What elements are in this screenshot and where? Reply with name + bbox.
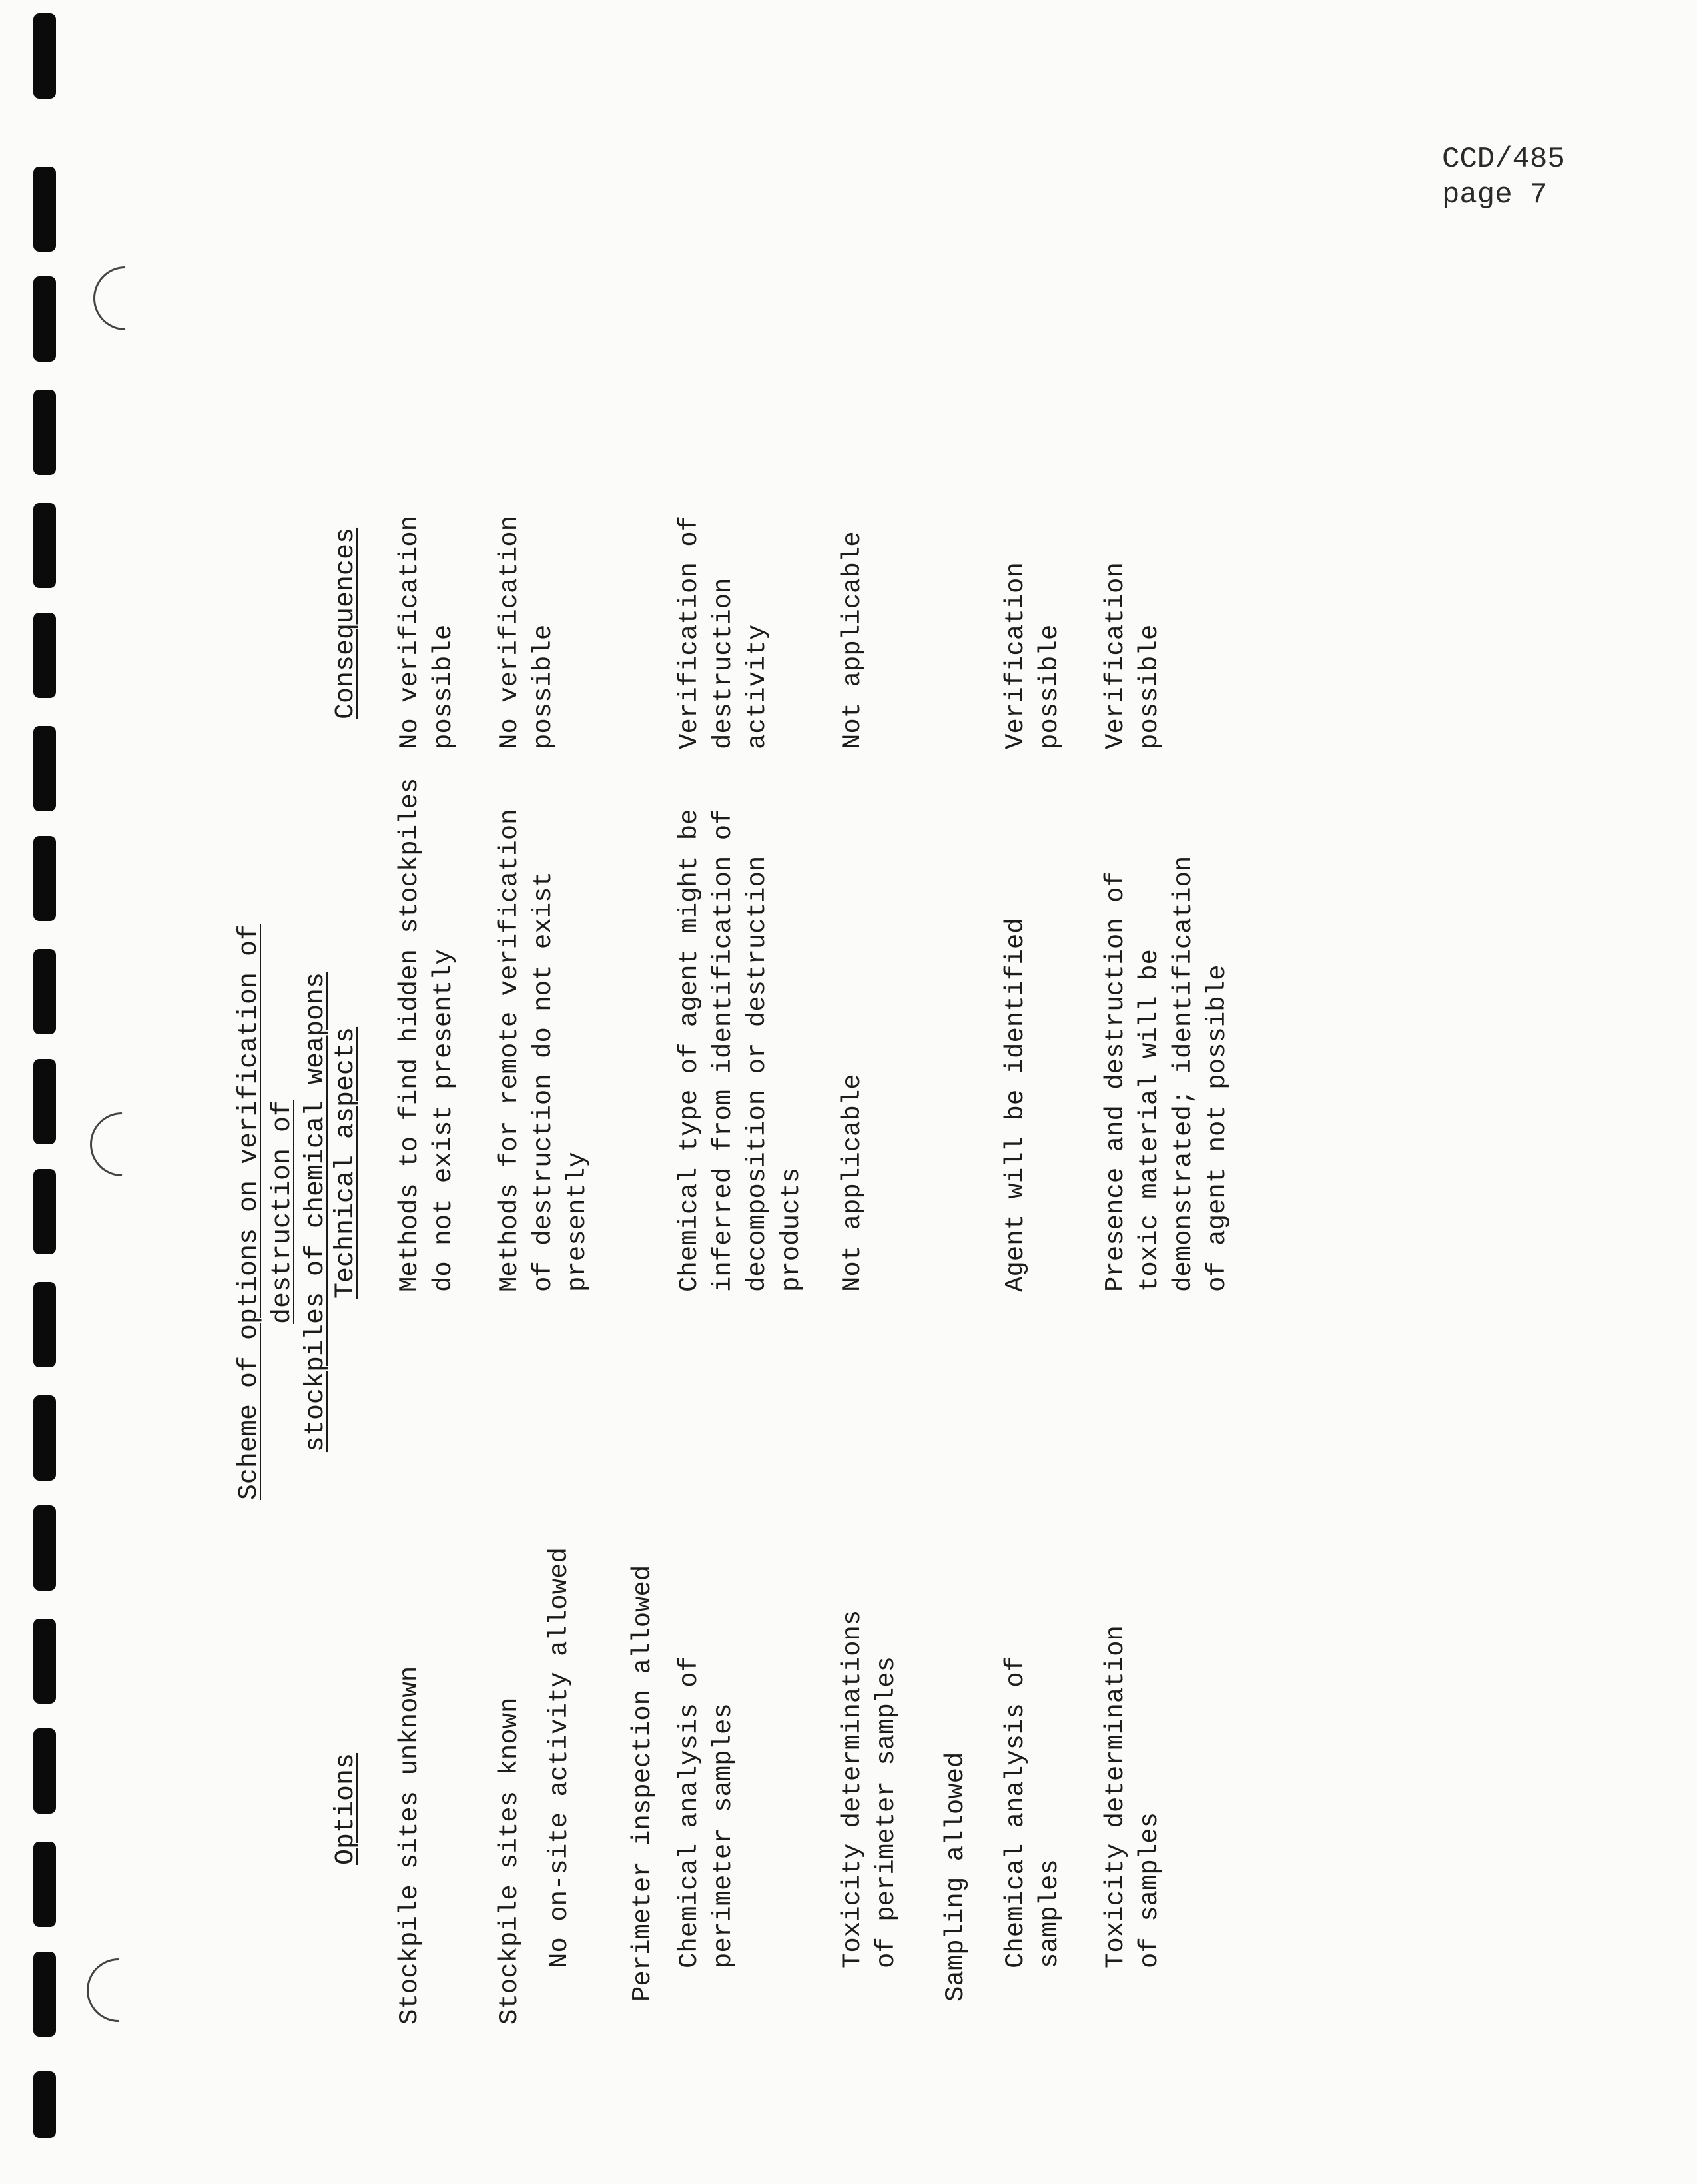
consequence-cell: Verification possible xyxy=(1001,562,1064,749)
technical-cell: Methods for remote verification of destruction do not exist presently xyxy=(495,809,592,1292)
option-cell: Toxicity determinations of perimeter samples xyxy=(838,1609,901,1968)
binder-hole xyxy=(33,13,56,99)
option-cell: No on-site activity allowed xyxy=(545,1547,574,1968)
column-header-options: Options xyxy=(331,1752,361,1865)
option-cell: Toxicity determination of samples xyxy=(1101,1625,1164,1968)
binder-hole xyxy=(33,1619,56,1704)
binder-hole xyxy=(33,390,56,475)
binder-hole xyxy=(33,1505,56,1591)
option-cell: Stockpile sites unknown xyxy=(395,1666,424,2025)
technical-cell: Not applicable xyxy=(838,1074,867,1292)
option-cell: Sampling allowed xyxy=(941,1752,970,2002)
binder-hole xyxy=(33,1282,56,1367)
binder-hole xyxy=(33,1952,56,2037)
binder-hole xyxy=(33,503,56,588)
binder-hole xyxy=(33,167,56,252)
binder-ring-mark xyxy=(73,1945,164,2035)
binder-hole xyxy=(33,1059,56,1144)
binder-ring-mark xyxy=(77,1099,167,1190)
binder-hole xyxy=(33,276,56,362)
option-cell: Chemical analysis of perimeter samples xyxy=(675,1656,738,1968)
column-header-technical-aspects: Technical aspects xyxy=(331,1026,361,1299)
binder-hole xyxy=(33,949,56,1034)
binder-hole xyxy=(33,726,56,811)
consequence-cell: Not applicable xyxy=(838,531,867,749)
technical-cell: Agent will be identified xyxy=(1001,918,1030,1292)
consequence-cell: No verification possible xyxy=(395,515,458,749)
binder-hole xyxy=(33,836,56,921)
technical-cell: Presence and destruction of toxic material will be demonstrated; identification of agent not possible xyxy=(1101,855,1232,1292)
option-cell: Stockpile sites known xyxy=(495,1697,524,2025)
document-number: CCD/485 xyxy=(1442,143,1565,176)
binder-hole xyxy=(33,1169,56,1254)
page-number: page 7 xyxy=(1442,179,1548,212)
consequence-cell: Verification of destruction activity xyxy=(675,515,772,749)
document-reference xyxy=(1442,141,1565,213)
technical-cell: Methods to find hidden stockpiles do not exist presently xyxy=(395,777,458,1292)
rotated-content xyxy=(233,513,1272,2045)
title-line-2: stockpiles of chemical weapons xyxy=(301,972,331,1453)
binder-ring-mark xyxy=(80,253,170,344)
binder-hole xyxy=(33,613,56,698)
binder-hole xyxy=(33,1728,56,1814)
column-header-consequences: Consequences xyxy=(331,527,361,719)
consequence-cell: Verification possible xyxy=(1101,562,1164,749)
binder-hole xyxy=(33,2071,56,2138)
option-cell: Perimeter inspection allowed xyxy=(628,1565,657,2002)
technical-cell: Chemical type of agent might be inferred from identification of decomposition or destruction products xyxy=(675,809,806,1292)
consequence-cell: No verification possible xyxy=(495,515,558,749)
document-title xyxy=(233,846,333,1579)
title-line-1: Scheme of options on verification of destruction of xyxy=(234,924,298,1501)
option-cell: Chemical analysis of samples xyxy=(1001,1656,1064,1968)
binder-hole xyxy=(33,1842,56,1927)
binder-hole xyxy=(33,1395,56,1481)
